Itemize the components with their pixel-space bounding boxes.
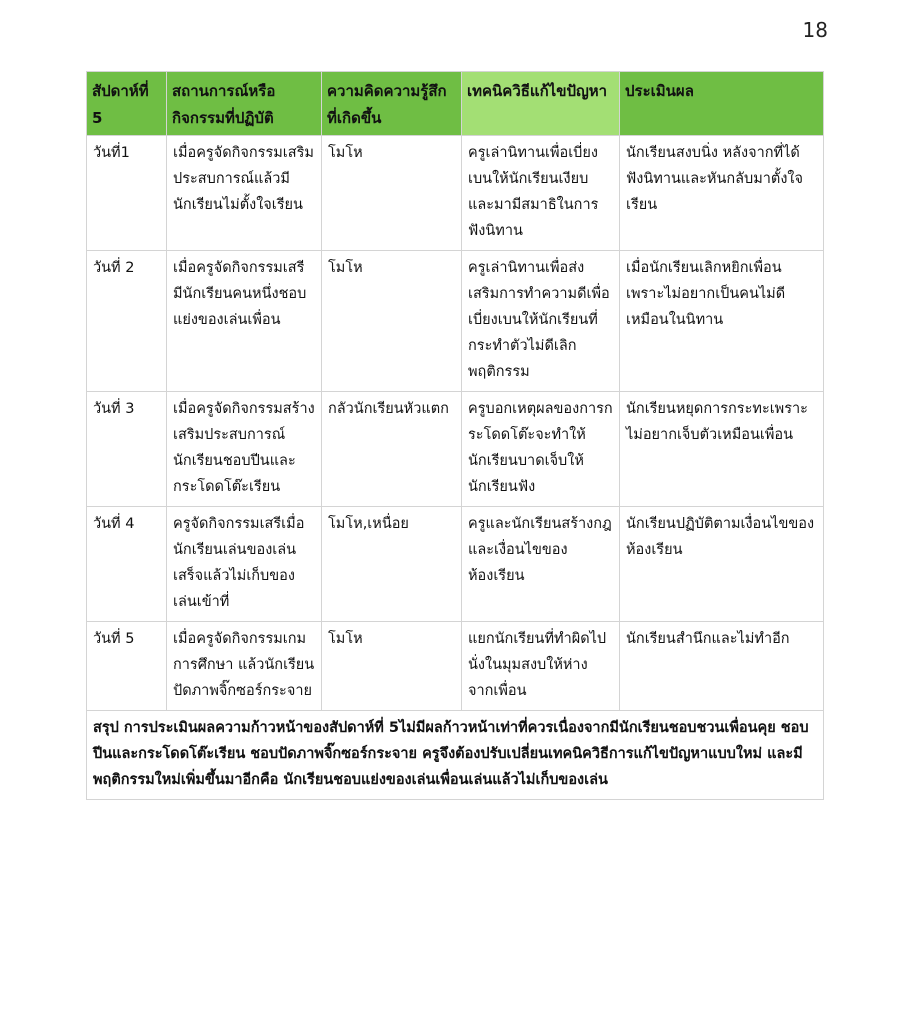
header-feeling: ความคิดความรู้สึกที่เกิดขึ้น (322, 72, 462, 136)
cell-day: วันที่ 3 (87, 392, 167, 507)
header-evaluation: ประเมินผล (620, 72, 824, 136)
cell-evaluation: นักเรียนสงบนิ่ง หลังจากที่ได้ฟังนิทานและหันกลับมาตั้งใจเรียน (620, 136, 824, 251)
cell-feeling: กลัวนักเรียนหัวแตก (322, 392, 462, 507)
table-row (87, 136, 824, 251)
summary-text: สรุป การประเมินผลความก้าวหน้าของสัปดาห์ที่ 5ไม่มีผลก้าวหน้าเท่าที่ควรเนื่องจากมีนักเรียนชอบชวนเพื่อนคุย ชอบปีนและกระโดดโต๊ะเรียน ชอบปัดภาพจิ๊กซอร์กระจาย ครูจึงต้องปรับเปลี่ยนเทคนิควิธีการแก้ไขปัญหาแบบใหม่ และมีพฤติกรรมใหม่เพิ่มขึ้นมาอีกคือ นักเรียนชอบแย่งของเล่นเพื่อนเล่นแล้วไม่เก็บของเล่น (87, 711, 824, 800)
cell-day: วันที่ 4 (87, 507, 167, 622)
cell-day: วันที่ 2 (87, 251, 167, 392)
cell-feeling: โมโห (322, 622, 462, 711)
table-header-row (87, 72, 824, 136)
table-row (87, 507, 824, 622)
cell-evaluation: เมื่อนักเรียนเลิกหยิกเพื่อนเพราะไม่อยากเป็นคนไม่ดีเหมือนในนิทาน (620, 251, 824, 392)
cell-evaluation: นักเรียนหยุดการกระทะเพราะไม่อยากเจ็บตัวเหมือนเพื่อน (620, 392, 824, 507)
cell-technique: แยกนักเรียนที่ทำผิดไปนั่งในมุมสงบให้ห่างจากเพื่อน (462, 622, 620, 711)
cell-evaluation: นักเรียนปฏิบัติตามเงื่อนไขของห้องเรียน (620, 507, 824, 622)
cell-situation: เมื่อครูจัดกิจกรรมเสริมประสบการณ์แล้วมีนักเรียนไม่ตั้งใจเรียน (167, 136, 322, 251)
cell-feeling: โมโห,เหนื่อย (322, 507, 462, 622)
table-row (87, 622, 824, 711)
table-row (87, 392, 824, 507)
cell-situation: ครูจัดกิจกรรมเสรีเมื่อนักเรียนเล่นของเล่นเสร็จแล้วไม่เก็บของเล่นเข้าที่ (167, 507, 322, 622)
cell-feeling: โมโห (322, 251, 462, 392)
cell-situation: เมื่อครูจัดกิจกรรมสร้างเสริมประสบการณ์ นักเรียนชอบปีนและกระโดดโต๊ะเรียน (167, 392, 322, 507)
cell-situation: เมื่อครูจัดกิจกรรมเสรี มีนักเรียนคนหนึ่งชอบแย่งของเล่นเพื่อน (167, 251, 322, 392)
cell-evaluation: นักเรียนสำนึกและไม่ทำอีก (620, 622, 824, 711)
cell-technique: ครูเล่านิทานเพื่อส่งเสริมการทำความดีเพื่อเบี่ยงเบนให้นักเรียนที่กระทำตัวไม่ดีเลิกพฤติกรรม (462, 251, 620, 392)
cell-technique: ครูและนักเรียนสร้างกฎและเงื่อนไขของห้องเรียน (462, 507, 620, 622)
cell-day: วันที่ 5 (87, 622, 167, 711)
cell-technique: ครูเล่านิทานเพื่อเบี่ยงเบนให้นักเรียนเงียบและมามีสมาธิในการฟังนิทาน (462, 136, 620, 251)
header-technique: เทคนิควิธีแก้ไขปัญหา (462, 72, 620, 136)
cell-feeling: โมโห (322, 136, 462, 251)
weekly-report-table (86, 71, 824, 800)
header-week: สัปดาห์ที่ 5 (87, 72, 167, 136)
cell-day: วันที่1 (87, 136, 167, 251)
cell-technique: ครูบอกเหตุผลของการกระโดดโต๊ะจะทำให้นักเรียนบาดเจ็บให้นักเรียนฟัง (462, 392, 620, 507)
table-row (87, 251, 824, 392)
header-situation: สถานการณ์หรือกิจกรรมที่ปฏิบัติ (167, 72, 322, 136)
summary-row (87, 711, 824, 800)
page-number: 18 (802, 18, 828, 42)
cell-situation: เมื่อครูจัดกิจกรรมเกมการศึกษา แล้วนักเรียนปัดภาพจิ๊กซอร์กระจาย (167, 622, 322, 711)
